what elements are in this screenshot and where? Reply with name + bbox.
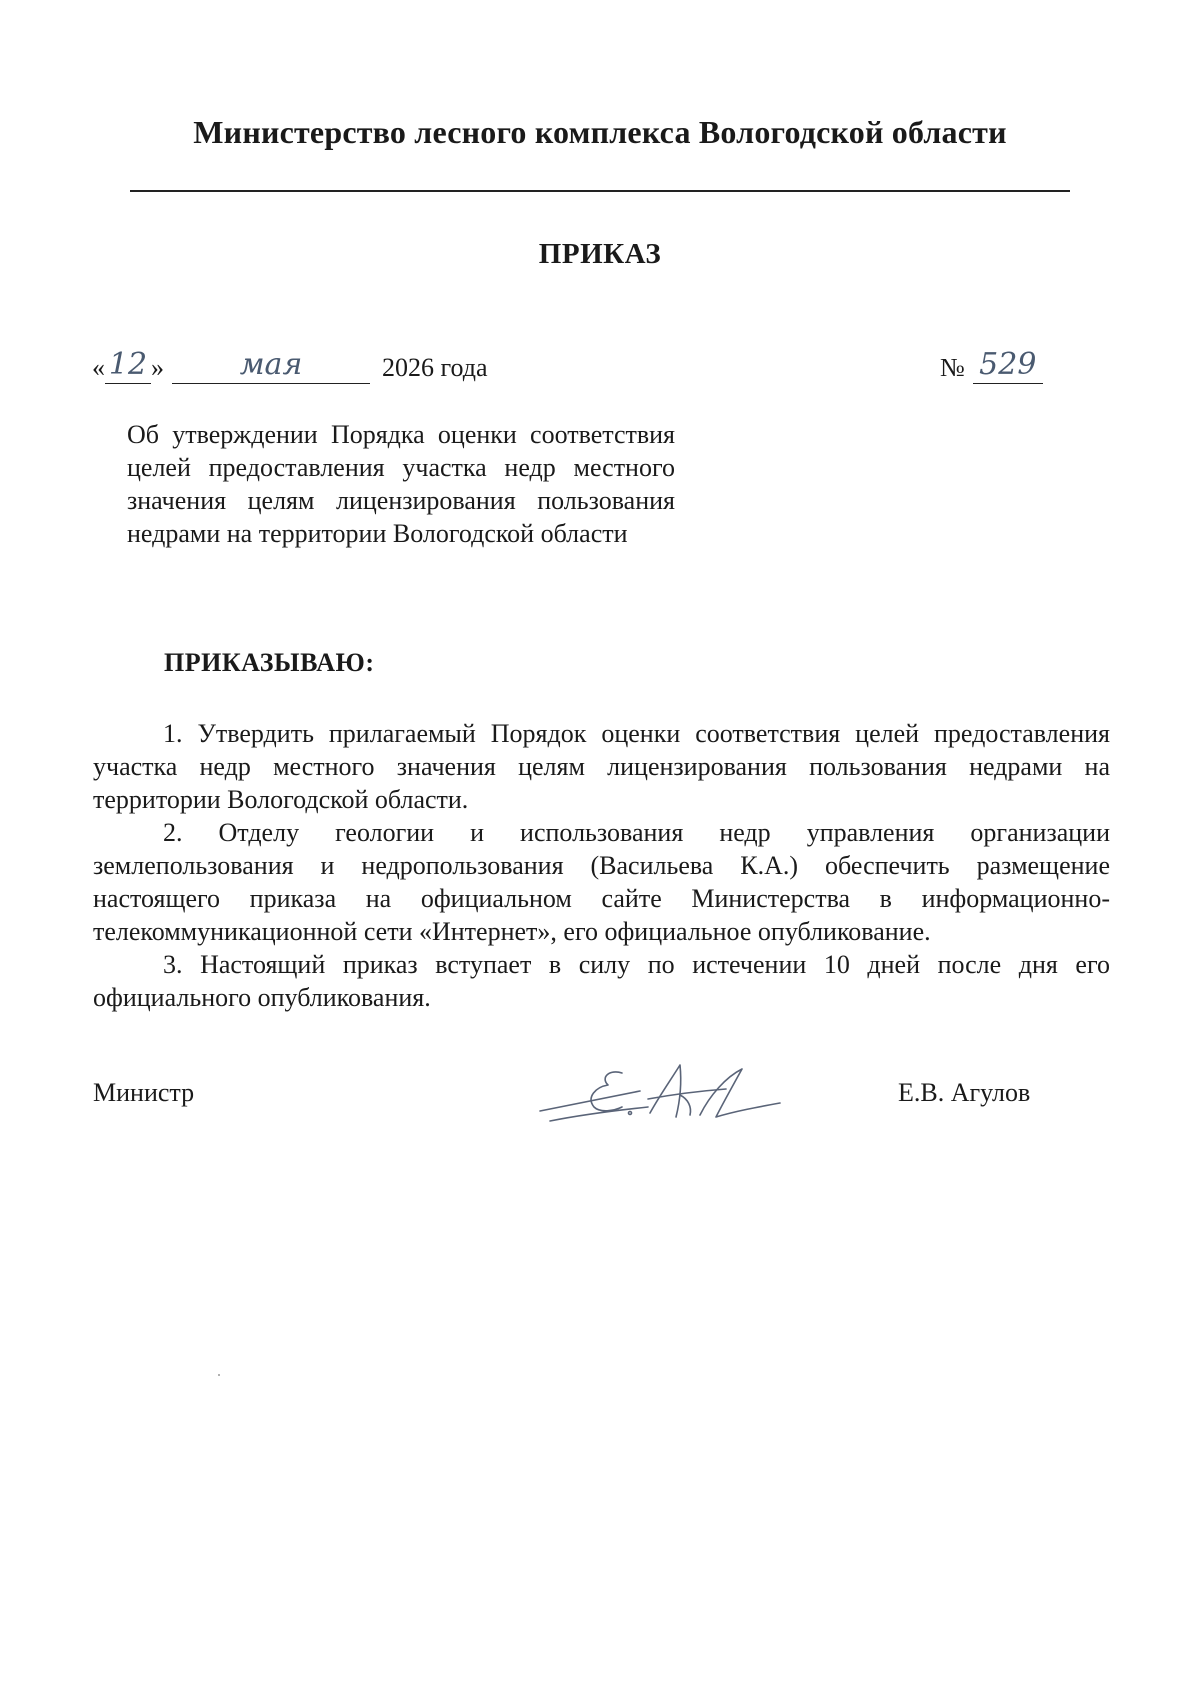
command-heading: ПРИКАЗЫВАЮ: (164, 648, 375, 677)
order-item: 3. Настоящий приказ вступает в силу по истечении 10 дней после дня его официального опубликования. (93, 950, 1110, 1012)
order-item: 2. Отделу геологии и использования недр управления организации землепользования и недропользования (Васильева К.А.) обеспечить размещение настоящего приказа на официальном сайте Министерства в информационно-телекоммуникационной сети «Интернет», его официальное опубликование. (93, 818, 1110, 946)
number-value: 529 (979, 347, 1037, 382)
date-open-quote: « (92, 353, 105, 382)
header-rule (130, 190, 1070, 192)
order-item: 1. Утвердить прилагаемый Порядок оценки соответствия целей предоставления участка недр местного значения целям лицензирования пользования недрами на территории Вологодской области. (93, 719, 1110, 814)
signer-title: Министр (93, 1078, 195, 1107)
order-subject: Об утверждении Порядка оценки соответствия целей предоставления участка недр местного значения целям лицензирования пользования недрами на территории Вологодской области (127, 420, 675, 548)
order-body (93, 717, 1110, 1014)
date-day: 12 (108, 347, 148, 382)
number-field (973, 347, 1043, 384)
date-year: 2026 года (382, 353, 488, 382)
date-day-field (105, 347, 151, 384)
signature-icon (530, 1055, 790, 1135)
document-type: ПРИКАЗ (538, 238, 662, 270)
date-close-quote: » (151, 353, 164, 382)
signer-name: Е.В. Агулов (898, 1078, 1031, 1107)
order-date (92, 347, 488, 384)
order-number (940, 347, 1043, 384)
number-sign: № (940, 353, 965, 382)
ministry-name: Министерство лесного комплекса Вологодской области (193, 114, 1007, 150)
scan-speck (218, 1374, 220, 1376)
date-month: мая (239, 347, 303, 382)
date-month-field (172, 347, 370, 384)
